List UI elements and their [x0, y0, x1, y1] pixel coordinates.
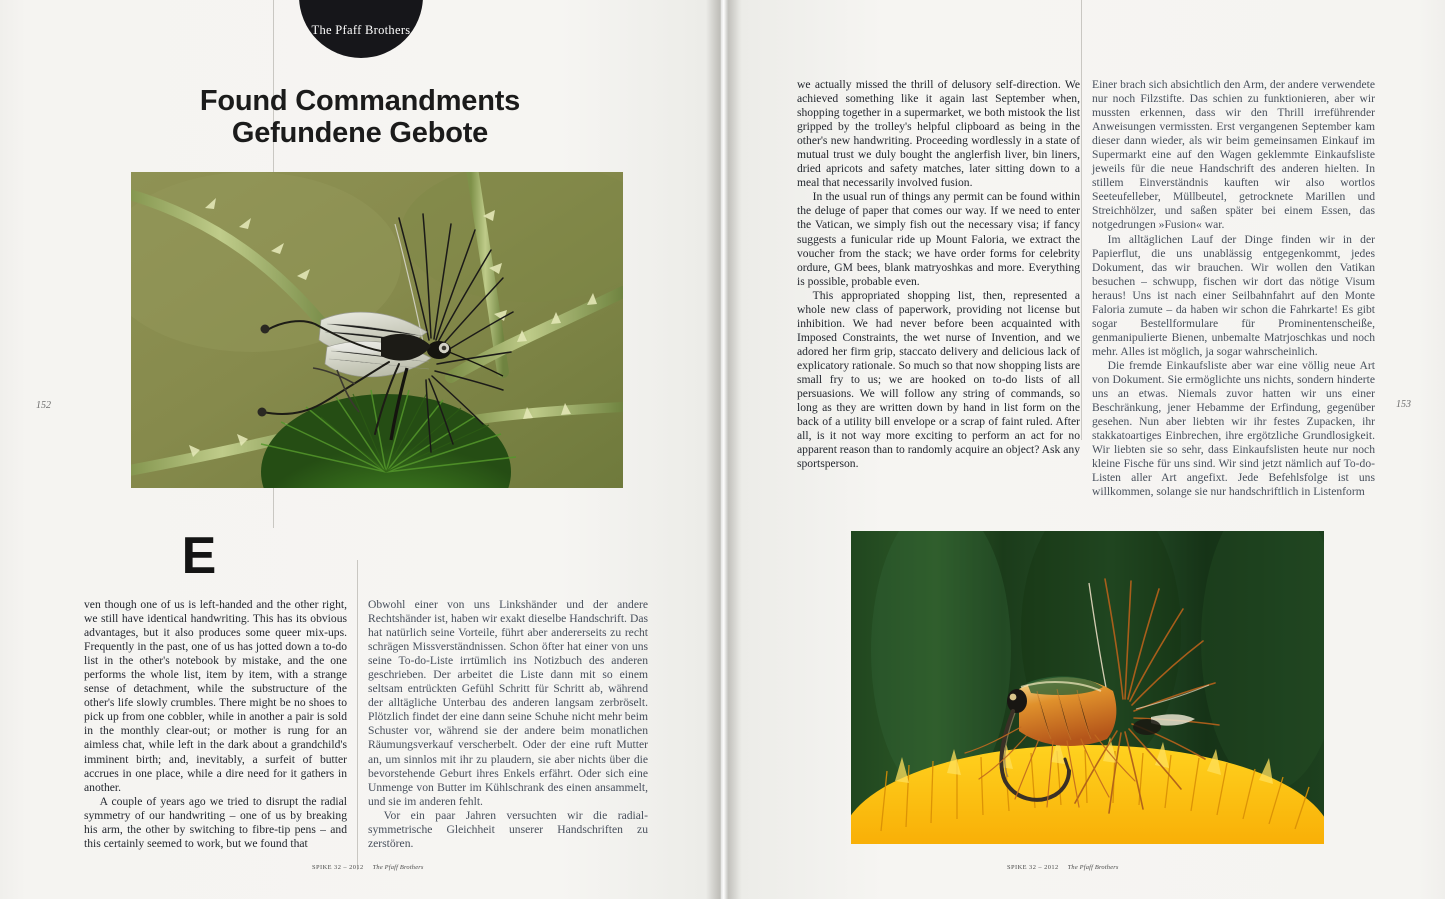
right-page — [724, 0, 1445, 899]
column-rule-left-bottom — [357, 560, 358, 870]
footer-magazine: SPIKE 32 – 2012 — [1007, 864, 1059, 871]
paragraph: Die fremde Einkaufsliste aber war eine völlig neue Art von Dokument. Sie ermöglichte uns nichts, sondern hinderte uns an etwas. Niemals zuvor hatten wir uns einer Beschränkung, jener Hebamme der Erfindung, gegenüber gesehen. Nun aber liebten wir ihr festes Zupacken, ihr stakkatoartiges Einbrechen, ihre ergötzliche Grundlosigkeit. Wir liebten sie so sehr, dass Einkaufslisten heute nur noch kleine Fische für uns sind. Wir sind jetzt nämlich auf To-do-Listen aller Art angefixt. Jede Befehlsfolge ist uns willkommen, solange sie nur handschriftlich in Listenform — [1092, 358, 1375, 499]
article-title-german: Gefundene Gebote — [231, 117, 489, 149]
paragraph: Obwohl einer von uns Linkshänder und der andere Rechtshänder ist, haben wir exakt dieselbe Handschrift. Das hat natürlich seine Vorteile, führt aber andererseits zu recht schrägen Missverständnissen. Schon öfter hat einer von uns seine To-do-Liste irrtümlich ins Notizbuch des anderen geschrieben. Der arbeitet die Liste dann mit so einem seltsam entrückten Gefühl Schritt für Schritt ab, während der alltägliche Unterbau des anderen langsam zerbröselt. Plötzlich findet der eine dann seine Schuhe nicht mehr beim Schuster vor, während sie der andere beim monatlichen Räumungsverkauf verscherbelt. Oder der eine ruft Mutter an, um sinnlos mit ihr zu plaudern, sie aber nichts über die bevorstehende Geburt ihres Enkels erfährt. Oder sich eine Unmenge von Butter im Kühlschrank des einen ansammelt, und sie im anderen fehlt. — [368, 598, 648, 808]
masthead-tab-label: The Pfaff Brothers — [311, 23, 411, 37]
article-title-english: Found Commandments — [199, 85, 521, 117]
footer-magazine: SPIKE 32 – 2012 — [312, 864, 364, 871]
article-title-block — [120, 85, 600, 149]
right-page-english-column — [797, 78, 1080, 471]
paragraph: In the usual run of things any permit can be found within the deluge of paper that comes our way. If we need to enter the Vatican, we simply fish out the necessary visa; if fancy suggests a funicular ride up Mount Faloria, we extract the voucher from the stack; we have order forms for celebrity ordure, GM bees, blank matryoshkas and more. Everything is possible, probable even. — [797, 190, 1080, 288]
fishing-fly-photo-graphic — [851, 531, 1324, 844]
right-page-german-column — [1092, 78, 1375, 499]
paragraph: we actually missed the thrill of delusory self-direction. We achieved something like it again last September when, shopping together in a supermarket, we both mistook the list gripped by the trolley's helpful clipboard as being in the other's new handwriting. Proceeding wordlessly in a state of mutual trust we duly bought the anglerfish liver, bin liners, dried apricots and safety matches, later sitting down to a meal that necessarily involved fusion. — [797, 78, 1080, 190]
left-page — [0, 0, 721, 899]
paragraph: Vor ein paar Jahren versuchten wir die radial-symmetrische Gleichheit unserer Handschriften zu zerstören. — [368, 808, 648, 850]
footer-author: The Pfaff Brothers — [1067, 864, 1119, 871]
folio-left: 152 — [36, 400, 51, 411]
left-page-german-column — [368, 598, 648, 851]
footer-author: The Pfaff Brothers — [372, 864, 424, 871]
paragraph: This appropriated shopping list, then, represented a whole new class of paperwork, providing not license but inhibition. We had never before been acquainted with Imposed Constraints, the wet nurse of Invention, and we adored her firm grip, staccato delivery and delicious lack of explicatory rationale. So much so that now shopping lists are small fry to us; we are hooked on to-do lists of all persuasions. We will follow any string of commands, so long as they are written down by hand in list form on the back of a utility bill envelope or a scrap of faint ruled. After all, is it not way more exciting to perform an act for no apparent reason than to randomly acquire an object? Ask any sportsperson. — [797, 288, 1080, 471]
drop-capital: E — [181, 527, 217, 585]
lacewing-insect-on-thistle-photo — [131, 172, 623, 488]
folio-right: 153 — [1396, 399, 1411, 410]
masthead-tab — [299, 0, 423, 58]
paragraph: ven though one of us is left-handed and the other right, we still have identical handwriting. This has its obvious advantages, but it also produces some queer mix-ups. Frequently in the past, one of us has jotted down a to-do list in the other's notebook by mistake, and the one performs the whole list, item by item, with a strange sense of detachment, while the substructure of the other's life slowly crumbles. There might be no shoes to pick up from one cobbler, while in another a pair is sold in the monthly clear-out; or mother is rung for an aimless chat, while left in the dark about a grandchild's imminent birth; and, inevitably, a surfeit of butter accrues in one place, while a dire need for it gathers in another. — [84, 598, 347, 794]
paragraph: A couple of years ago we tried to disrupt the radial symmetry of our handwriting – one of us by breaking his arm, the other by switching to fibre-tip pens – and this certainly seemed to work, but we found that — [84, 794, 347, 850]
paragraph: Im alltäglichen Lauf der Dinge finden wir in der Papierflut, die uns unablässig entgegenkommt, jedes Dokument, das wir brauchen. Wir wollen den Vatikan besuchen – schwupp, fischen wir dort das nötige Visum heraus! Uns ist nach einer Seilbahnfahrt auf den Monte Faloria zumute – da haben wir schon die Fahrkarte! Es gibt sogar Bestellformulare für Prominentenscheiße, genmanipulierte Bienen, unbemalte Matrjoschkas und noch mehr. Alles ist möglich, ja sogar wahrscheinlich. — [1092, 232, 1375, 358]
footer-left — [312, 864, 424, 871]
column-rule-right — [1081, 0, 1082, 440]
left-page-english-column — [84, 598, 347, 851]
orange-fishing-fly-on-dandelion-photo — [851, 531, 1324, 844]
footer-right — [1007, 864, 1119, 871]
paragraph: Einer brach sich absichtlich den Arm, der andere verwendete nur noch Filzstifte. Das schien zu funktionieren, aber wir mussten erkennen, dass wir den Thrill irreführender Anweisungen vermissten. Erst vergangenen September kam dieser dann wieder, als wir beim gemeinsamen Einkauf im Supermarkt eine auf den Wagen geklemmte Einkaufsliste jeweils für die neue Handschrift des anderen hielten. In stillem Einverständnis kauften wir also wortlos Seeteufelleber, Müllbeutel, getrocknete Marillen und Streichhölzer, und saßen später bei einem Essen, das notgedrungen »Fusion« war. — [1092, 78, 1375, 232]
lacewing-photo-graphic — [131, 172, 623, 488]
